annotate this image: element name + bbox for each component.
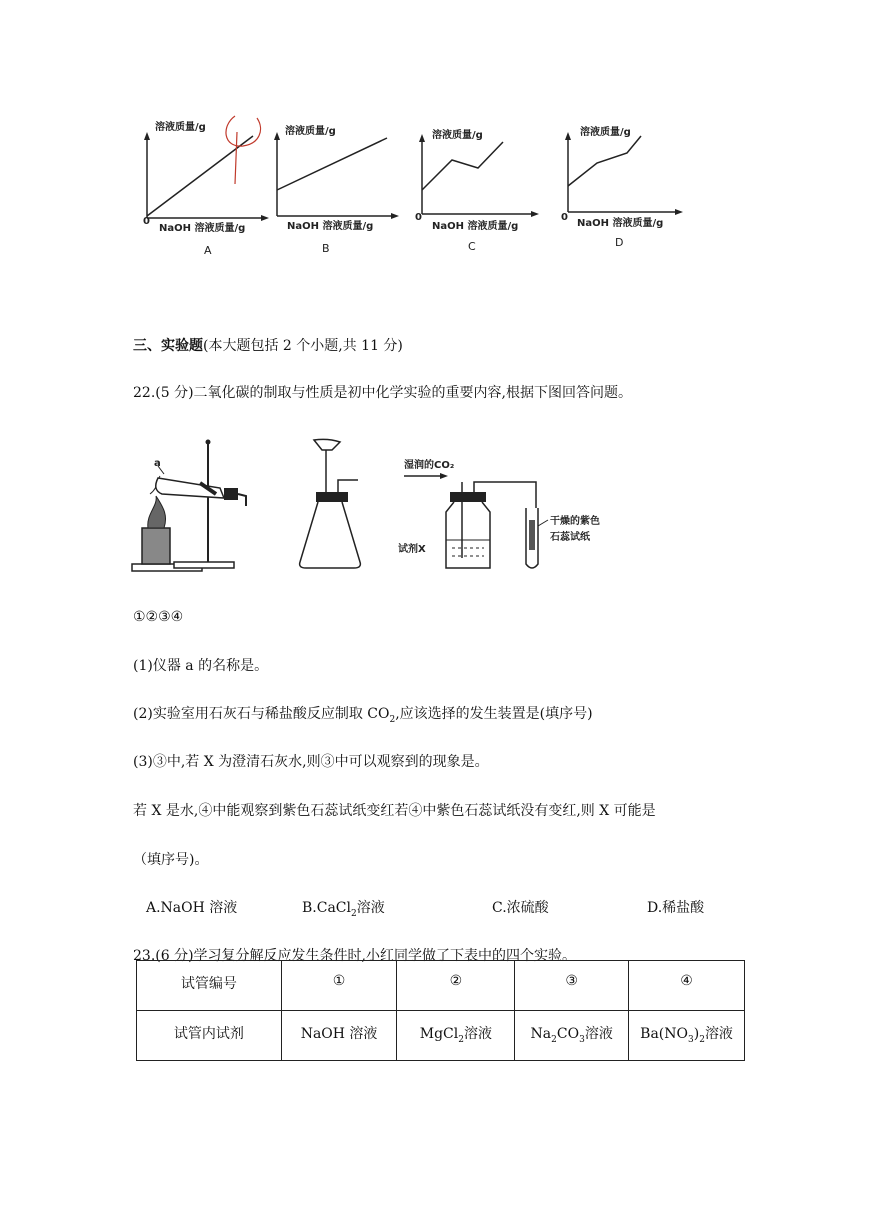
reagent-3-text-after: 溶液 xyxy=(584,1026,613,1042)
reagent-4 xyxy=(629,1011,745,1061)
tube-number-1: ① xyxy=(281,961,397,1011)
graph-c-caption: C xyxy=(468,240,476,253)
row2-header: 试管内试剂 xyxy=(137,1011,282,1061)
label-paper-line1: 干燥的紫色 xyxy=(550,516,600,527)
section-note: (本大题包括 2 个小题,共 11 分) xyxy=(203,338,403,354)
reagent-4-text: Ba(NO xyxy=(640,1026,688,1042)
graph-a-xlabel: NaOH 溶液质量/g xyxy=(159,223,246,234)
tube-number-3: ③ xyxy=(515,961,629,1011)
q22-option-a: A.NaOH 溶液 xyxy=(146,900,238,916)
graph-b-caption: B xyxy=(322,242,330,255)
reagent-4-subscript-2: 2 xyxy=(699,1034,705,1045)
reagent-2-subscript: 2 xyxy=(458,1034,464,1045)
reagent-4-text-after: 溶液 xyxy=(704,1026,733,1042)
q22-sub2-text-after: ,应该选择的发生装置是(填序号) xyxy=(395,706,593,722)
graph-c-xlabel: NaOH 溶液质量/g xyxy=(432,221,519,232)
apparatus-1-heating-tube xyxy=(132,440,246,572)
graph-c-origin: 0 xyxy=(415,212,422,223)
graph-b-xlabel: NaOH 溶液质量/g xyxy=(287,221,374,232)
reagent-3-text: Na xyxy=(530,1026,552,1042)
q22-option-c: C.浓硫酸 xyxy=(492,900,549,916)
label-gas-in: 湿润的CO₂ xyxy=(404,460,455,471)
reagent-2-text-after: 溶液 xyxy=(463,1026,492,1042)
label-paper-line2: 石蕊试纸 xyxy=(550,532,590,543)
reagent-1: NaOH 溶液 xyxy=(281,1011,397,1061)
graph-b-ylabel: 溶液质量/g xyxy=(285,126,336,137)
graph-c xyxy=(415,128,539,253)
reagent-3-text-mid: CO xyxy=(556,1026,580,1042)
table-row xyxy=(137,961,745,1011)
reagent-2 xyxy=(397,1011,515,1061)
graph-d-caption: D xyxy=(615,236,624,249)
label-reagent-x: 试剂X xyxy=(398,544,426,555)
circled-numbers: ①②③④ xyxy=(133,609,184,625)
q22-sub1: (1)仪器 a 的名称是。 xyxy=(133,658,269,674)
q22-fill: （填序号)。 xyxy=(133,852,209,868)
q22-option-d: D.稀盐酸 xyxy=(647,900,705,916)
graph-a-caption: A xyxy=(204,244,212,257)
option-b-text: B.CaCl xyxy=(302,900,351,916)
table-row xyxy=(137,1011,745,1061)
graph-d-ylabel: 溶液质量/g xyxy=(580,127,631,138)
q22-sub3-cont: 若 X 是水,④中能观察到紫色石蕊试纸变红若④中紫色石蕊试纸没有变红,则 X 可能是 xyxy=(133,803,656,819)
option-b-subscript: 2 xyxy=(351,908,357,919)
graph-c-ylabel: 溶液质量/g xyxy=(432,130,483,141)
graph-d xyxy=(561,125,683,249)
graph-a-ylabel: 溶液质量/g xyxy=(155,122,206,133)
reagent-3 xyxy=(515,1011,629,1061)
option-b-text-after: 溶液 xyxy=(356,900,385,916)
reagent-3-subscript-1: 2 xyxy=(551,1034,557,1045)
reagent-3-subscript-2: 3 xyxy=(579,1034,585,1045)
reagent-2-text: MgCl xyxy=(419,1026,459,1042)
graph-b xyxy=(274,124,399,255)
q22-sub2-text: (2)实验室用石灰石与稀盐酸反应制取 CO xyxy=(133,706,390,722)
solution-mass-graphs xyxy=(125,108,705,258)
apparatus-4-test-tube xyxy=(526,508,600,568)
co2-apparatus-diagram xyxy=(128,436,628,576)
tube-number-4: ④ xyxy=(629,961,745,1011)
label-a: a xyxy=(154,458,161,469)
tube-number-2: ② xyxy=(397,961,515,1011)
graph-a-origin: 0 xyxy=(143,216,150,227)
section-heading xyxy=(133,336,403,356)
graph-d-xlabel: NaOH 溶液质量/g xyxy=(577,218,664,229)
row1-header: 试管编号 xyxy=(137,961,282,1011)
q22-sub2 xyxy=(133,704,593,730)
apparatus-2-conical-flask xyxy=(300,439,361,568)
graph-a xyxy=(143,116,269,257)
graph-d-origin: 0 xyxy=(561,212,568,223)
q22-stem: 22.(5 分)二氧化碳的制取与性质是初中化学实验的重要内容,根据下图回答问题。 xyxy=(133,385,632,401)
reagent-table xyxy=(136,960,745,1061)
reagent-4-text-mid: ) xyxy=(693,1026,700,1042)
apparatus-3-wash-bottle xyxy=(398,458,536,568)
q22-sub2-subscript: 2 xyxy=(389,714,396,725)
q22-sub3: (3)③中,若 X 为澄清石灰水,则③中可以观察到的现象是。 xyxy=(133,754,489,770)
q23-stem: 23.(6 分)学习复分解反应发生条件时,小红同学做了下表中的四个实验。 xyxy=(133,948,576,964)
reagent-4-subscript-1: 3 xyxy=(688,1034,694,1045)
q22-option-b xyxy=(302,898,385,924)
section-title: 三、实验题 xyxy=(133,338,203,354)
